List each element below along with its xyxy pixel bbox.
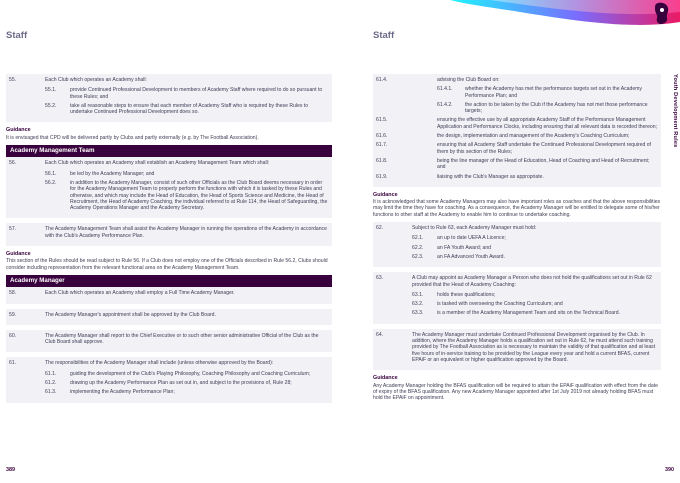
guidance-text: It is acknowledged that some Academy Managers may also have important roles as coaches and that the above responsibilities may limit the time they have for coaching. As a consequence, the Academy Manager will be entitled to delegate some of his/her functions to other staff at the Academy to enable him to continue to undertake coaching. [373, 199, 661, 218]
rule-text: take all reasonable steps to ensure that each member of Academy Staff who is required by these Rules to undertake Continued Professional Development does so. [70, 102, 309, 116]
rule-56 [6, 157, 332, 218]
rule-text: be led by the Academy Manager; and [70, 170, 155, 177]
rule-61 [6, 357, 332, 402]
rule-text: The Academy Manager shall report to the Chief Executive or to such other senior administrative Official of the Club as the Club Board shall approve. [45, 332, 319, 346]
rule-59 [6, 309, 332, 325]
rule-62 [373, 222, 661, 267]
rule-number: 61.2. [45, 380, 57, 387]
rule-text: is tasked with overseeing the Coaching Curriculum; and [437, 301, 563, 308]
rule-number: 56. [9, 160, 17, 167]
rule-number: 61.4. [376, 77, 388, 83]
rule-55 [6, 74, 332, 122]
rule-number: 55.2. [45, 102, 57, 109]
rule-number: 61.7. [376, 142, 388, 149]
rule-text: Each Club which operates an Academy shall employ a Full Time Academy Manager. [45, 290, 235, 297]
rule-number: 63. [376, 275, 384, 282]
rule-text: liaising with the Club's Manager as appropriate. [437, 173, 544, 180]
rule-text: ensuring that all Academy Staff undertake the Continued Professional Development required of them by this section of the Rules; [437, 142, 651, 155]
rule-number: 60. [9, 332, 17, 339]
left-header-title: Staff [6, 30, 28, 41]
rule-number: 62.2. [412, 244, 424, 251]
rule-text: an up to date UEFA A Licence; [437, 235, 506, 242]
rule-64 [373, 329, 661, 370]
rule-number: 61.8. [376, 157, 388, 164]
guidance-heading: Guidance [6, 127, 31, 134]
right-content [373, 74, 661, 405]
rule-text: in addition to the Academy Manager, consist of such other Officials as the Club Board deems necessary in order for the Academy Management Team to properly perform the functions with which it is tasked by these Rules and otherwise, and which may include the Head of Education, the Head of Sports Science and Medicine, the Head of Recruitment, the Head of Academy Coaching, the individual referred to at Rule 114, the Head of Safeguarding, the Academy Operations Manager and the Academy Secretary. [70, 179, 328, 212]
rule-number: 62.3. [412, 253, 424, 260]
rule-text: being the line manager of the Head of Education, Head of Coaching and Head of Recruitment; and [437, 157, 650, 171]
rule-text: A Club may appoint as Academy Manager a Person who does not hold the qualifications set out in Rule 62 provided that the Head of Academy Coaching: [412, 275, 652, 288]
rule-number: 56.2. [45, 179, 57, 186]
section-heading-academy-management-team: Academy Management Team [6, 145, 332, 157]
section-heading-academy-manager: Academy Manager [6, 275, 332, 287]
rule-number: 55. [9, 77, 17, 83]
rule-number: 59. [9, 311, 17, 318]
rule-text: The Academy Management Team shall assist the Academy Manager in running the operations of the Academy in accordance with the Club's Academy Performance Plan. [45, 226, 327, 239]
rule-text: whether the Academy has met the performance targets set out in the Academy Performance Plan; and [465, 86, 642, 99]
rule-number: 62.1. [412, 235, 424, 242]
side-section-title: Youth Development Rules [672, 74, 678, 148]
rule-text: The Academy Manager must undertake Continued Professional Development organised by the Club. In addition, where the Academy Manager holds a qualification set out in Rule 62, he must attend such training provided by The Football Association as is necessary to maintain the validity of that qualification and at least five hours of in-service training to be provided by the League every year and hold a current BFAS, current EPAiF or an equivalent or higher qualification approved by the Board. [412, 331, 656, 363]
rule-text: provide Continued Professional Development to members of Academy Staff where required to do so pursuant to these Rules; and [70, 87, 323, 100]
right-header-band [340, 0, 680, 72]
rule-number: 61.6. [376, 133, 388, 140]
rule-text: the action to be taken by the Club if the Academy has not met those performance targets; [465, 101, 648, 115]
rule-text: ensuring the effective use by all appropriate Academy Staff of the Performance Management Application and Performance Clocks, including ensuring that all relevant data is recorded thereon; [437, 117, 658, 130]
rule-number: 61.4.1. [437, 86, 453, 93]
guidance-text: This section of the Rules should be read subject to Rule 56. If a Club does not employ one of the Officials described in Rule 56.2, Clubs should consider including representation from the relevant functional area on the Academy Management Team. [6, 258, 328, 271]
league-lion-logo-icon [652, 2, 672, 26]
rule-text: The responsibilities of the Academy Manager shall include (unless otherwise approved by the Board): [45, 360, 274, 367]
right-header-title: Staff [373, 30, 395, 41]
rule-text: Each Club which operates an Academy shall establish an Academy Management Team which shall: [45, 160, 270, 167]
rule-58 [6, 287, 332, 303]
rule-number: 62. [376, 225, 384, 232]
rule-number: 63.3. [412, 310, 424, 317]
rule-text: Subject to Rule 63, each Academy Manager must hold: [412, 225, 537, 232]
rule-number: 63.1. [412, 291, 424, 298]
rule-text: holds these qualifications; [437, 291, 496, 298]
rule-number: 61. [9, 360, 17, 367]
rule-text: drawing up the Academy Performance Plan as set out in, and subject to the provisions of, Rule 28; [70, 380, 292, 387]
rule-number: 63.2. [412, 301, 424, 308]
rule-number: 61.9. [376, 173, 388, 180]
right-page [340, 0, 680, 483]
guidance-heading: Guidance [373, 191, 398, 198]
rule-63 [373, 272, 661, 323]
rule-number: 57. [9, 226, 17, 233]
rule-text: Each Club which operates an Academy shall: [45, 77, 147, 83]
guidance-text: It is envisaged that CPD will be delivered partly by Clubs and partly externally (e.g. by The Football Association). [6, 134, 259, 141]
page-number-left: 389 [6, 467, 15, 473]
rule-text: is a member of the Academy Management Team and sits on the Technical Board. [437, 310, 621, 317]
left-content [6, 74, 332, 408]
rule-number: 61.1. [45, 370, 57, 377]
rule-text: advising the Club Board on: [437, 77, 500, 83]
rule-61-continued [373, 74, 661, 187]
rule-text: implementing the Academy Performance Plan; [70, 389, 175, 396]
rule-60 [6, 330, 332, 353]
rule-text: an FA Youth Award; and [437, 244, 492, 251]
left-header-band [0, 0, 340, 72]
rule-57 [6, 223, 332, 246]
rule-number: 56.1. [45, 170, 57, 177]
rule-number: 61.5. [376, 117, 388, 124]
rule-text: The Academy Manager's appointment shall be approved by the Club Board. [45, 311, 216, 318]
decorative-header-graphic [450, 0, 680, 40]
rule-text: the design, implementation and management of the Academy's Coaching Curriculum; [437, 133, 630, 140]
page-number-right: 390 [665, 467, 674, 473]
rule-number: 55.1. [45, 87, 57, 94]
guidance-text: Any Academy Manager holding the BFAS qualification will be required to attain the EPAiF qualification with effect from the date of expiry of the BFAS qualification. Any new Academy Manager appointed after 1st July 2019 not already holding BFAS must hold the EPAiF on appointment. [373, 382, 658, 402]
rule-number: 61.3. [45, 389, 57, 396]
rule-text: guiding the development of the Club's Playing Philosophy, Coaching Philosophy and Coaching Curriculum; [70, 370, 311, 377]
guidance-heading: Guidance [373, 375, 398, 382]
rule-number: 61.4.2. [437, 101, 453, 108]
guidance-heading: Guidance [6, 251, 31, 258]
rule-number: 64. [376, 331, 384, 338]
rule-text: an FA Advanced Youth Award. [437, 253, 505, 260]
rule-number: 58. [9, 290, 17, 297]
